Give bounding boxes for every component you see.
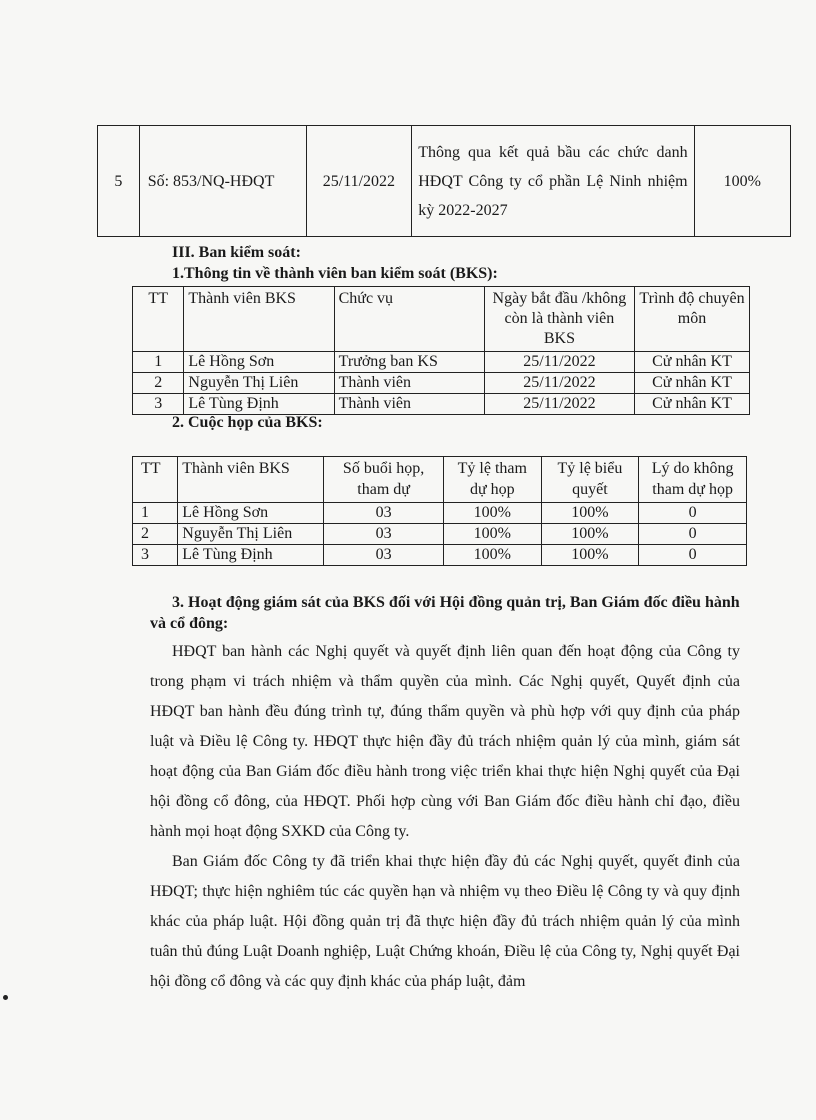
resolution-content: Thông qua kết quả bầu các chức danh HĐQT Công ty cổ phần Lệ Ninh nhiệm kỳ 2022-2027 <box>412 126 694 237</box>
meeting-index: 1 <box>133 503 178 524</box>
section-3-title: 3. Hoạt động giám sát của BKS đối với Hội đồng quản trị, Ban Giám đốc điều hành và cổ đông: <box>150 594 740 632</box>
member-name: Lê Hồng Sơn <box>184 352 334 373</box>
member-start-date: 25/11/2022 <box>484 373 634 394</box>
meeting-count: 03 <box>324 545 444 566</box>
bks-meetings-table <box>132 456 747 566</box>
column-header: Chức vụ <box>334 287 484 352</box>
meeting-count: 03 <box>324 503 444 524</box>
member-start-date: 25/11/2022 <box>484 394 634 415</box>
bks-members-title: 1.Thông tin về thành viên ban kiểm soát (BKS): <box>172 265 498 282</box>
column-header: Tỷ lệ biểu quyết <box>541 457 639 503</box>
bks-meetings-title: 2. Cuộc họp của BKS: <box>172 414 323 431</box>
column-header: Tỷ lệ tham dự họp <box>443 457 541 503</box>
resolution-approval-rate: 100% <box>694 126 790 237</box>
column-header: Ngày bắt đầu /không còn là thành viên BKS <box>484 287 634 352</box>
column-header: TT <box>133 457 178 503</box>
scan-speck <box>3 995 8 1000</box>
resolution-number: Số: 853/NQ-HĐQT <box>139 126 306 237</box>
meeting-member-name: Lê Tùng Định <box>178 545 324 566</box>
body-paragraph: Ban Giám đốc Công ty đã triển khai thực hiện đầy đủ các Nghị quyết, quyết đinh của HĐQT; thực hiện nghiêm túc các quyền hạn và nhiệm vụ theo Điều lệ Công ty và quy định khác của pháp luật. Hội đồng quản trị đã thực hiện đầy đủ trách nhiệm quản lý của mình tuân thủ đúng Luật Doanh nghiệp, Luật Chứng khoán, Điều lệ của Công ty, Nghị quyết Đại hội đồng cổ đông và các quy định khác của pháp luật, đảm <box>150 853 740 990</box>
table-row <box>133 524 747 545</box>
table-row <box>133 503 747 524</box>
table-row <box>98 126 791 237</box>
attendance-rate: 100% <box>443 503 541 524</box>
meeting-member-name: Nguyễn Thị Liên <box>178 524 324 545</box>
resolution-date: 25/11/2022 <box>306 126 412 237</box>
meeting-member-name: Lê Hồng Sơn <box>178 503 324 524</box>
meeting-index: 3 <box>133 545 178 566</box>
column-header: Trình độ chuyên môn <box>635 287 750 352</box>
voting-rate: 100% <box>541 524 639 545</box>
table-row <box>133 545 747 566</box>
table-row <box>133 394 750 415</box>
member-position: Thành viên <box>334 394 484 415</box>
absence-reason: 0 <box>639 524 747 545</box>
member-qualification: Cử nhân KT <box>635 394 750 415</box>
attendance-rate: 100% <box>443 524 541 545</box>
voting-rate: 100% <box>541 503 639 524</box>
attendance-rate: 100% <box>443 545 541 566</box>
table-row <box>133 373 750 394</box>
resolution-no: 5 <box>98 126 140 237</box>
resolutions-table <box>97 125 791 237</box>
member-qualification: Cử nhân KT <box>635 373 750 394</box>
member-position: Thành viên <box>334 373 484 394</box>
member-qualification: Cử nhân KT <box>635 352 750 373</box>
member-index: 1 <box>133 352 184 373</box>
table-header-row <box>133 287 750 352</box>
bks-members-table <box>132 286 750 415</box>
meeting-index: 2 <box>133 524 178 545</box>
column-header: Số buổi họp, tham dự <box>324 457 444 503</box>
meeting-count: 03 <box>324 524 444 545</box>
member-position: Trưởng ban KS <box>334 352 484 373</box>
column-header: Lý do không tham dự họp <box>639 457 747 503</box>
member-start-date: 25/11/2022 <box>484 352 634 373</box>
column-header: Thành viên BKS <box>184 287 334 352</box>
table-row <box>133 352 750 373</box>
section-bks-title: III. Ban kiểm soát: <box>172 244 301 261</box>
body-paragraph: HĐQT ban hành các Nghị quyết và quyết định liên quan đến hoạt động của Công ty trong phạm vi trách nhiệm và thẩm quyền của mình. Các Nghị quyết, Quyết định của HĐQT ban hành đều đúng trình tự, đúng thẩm quyền và phù hợp với quy định của pháp luật và Điều lệ Công ty. HĐQT thực hiện đầy đủ trách nhiệm quản lý của mình, giám sát hoạt động của Ban Giám đốc điều hành trong việc triển khai thực hiện Nghị quyết của Đại hội đồng cổ đông, của HĐQT. Phối hợp cùng với Ban Giám đốc điều hành chỉ đạo, điều hành mọi hoạt động SXKD của Công ty. <box>150 643 740 840</box>
table-header-row <box>133 457 747 503</box>
voting-rate: 100% <box>541 545 639 566</box>
member-name: Lê Tùng Định <box>184 394 334 415</box>
member-index: 2 <box>133 373 184 394</box>
column-header: TT <box>133 287 184 352</box>
absence-reason: 0 <box>639 503 747 524</box>
member-index: 3 <box>133 394 184 415</box>
absence-reason: 0 <box>639 545 747 566</box>
member-name: Nguyễn Thị Liên <box>184 373 334 394</box>
column-header: Thành viên BKS <box>178 457 324 503</box>
